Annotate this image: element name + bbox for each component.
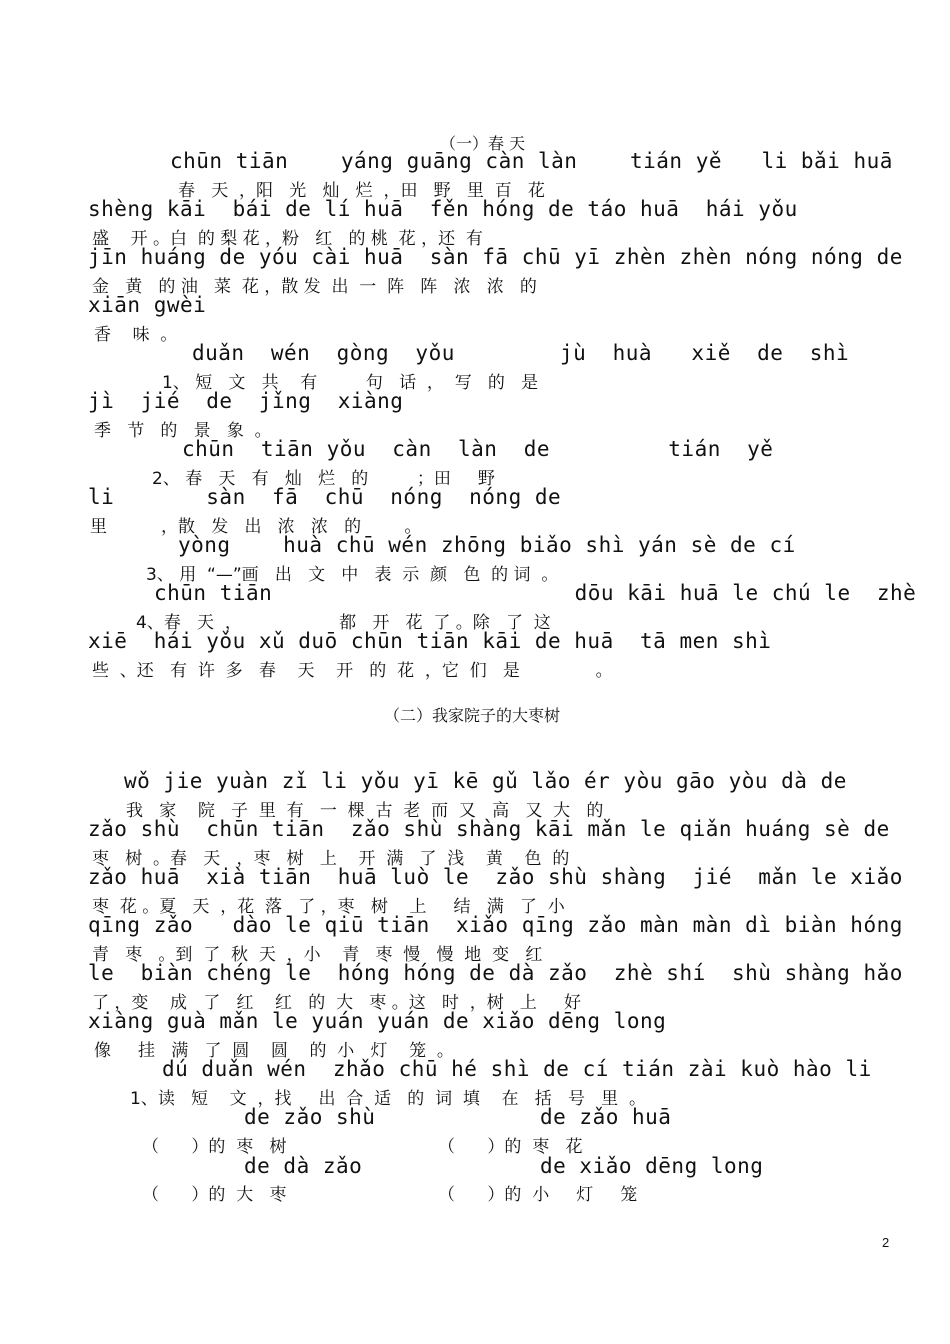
blank-pinyin: de zǎo huā (540, 1105, 672, 1129)
pinyin-line: chūn tiān yáng guāng càn làn tián yě li bǎi huā (170, 149, 893, 173)
pinyin-line: le biàn chéng le hóng hóng de dà zǎo zhè shí shù shàng hǎo (88, 961, 903, 985)
pinyin-line: zǎo shù chūn tiān zǎo shù shàng kāi mǎn le qiǎn huáng sè de (88, 817, 890, 841)
question-3: 3、 用 “—”画 出 文 中 表 示 颜 色 的 词 。 (146, 565, 559, 585)
hanzi-line: 枣 花 。夏 天 ，花 落 了 ，枣 树 上 结 满 了 小 (92, 897, 565, 917)
question-1: 1、读 短 文 ，找 出 合 适 的 词 填 在 括 号 里 。 (130, 1089, 646, 1109)
pinyin-line: xiān gwèi (88, 293, 207, 317)
pinyin-line: chūn tiān dōu kāi huā le chú le zhè (154, 581, 917, 605)
blank-item: （ ）的 小 灯 笼 (438, 1185, 638, 1205)
question-1: 1、 短 文 共 有 句 话 ， 写 的 是 (162, 373, 539, 393)
section-1-title: （一）春 天 (440, 134, 526, 153)
pinyin-line: zǎo huā xià tiān huā luò le zǎo shù shàng jié mǎn le xiǎo (88, 865, 903, 889)
blank-pinyin: de dà zǎo (244, 1154, 363, 1178)
page-number: 2 (882, 1235, 890, 1250)
blank-item: （ ）的 枣 花 (438, 1137, 583, 1157)
hanzi-line: 些 、还 有 许 多 春 天 开 的 花 ，它 们 是 。 (92, 661, 613, 681)
pinyin-line: xiē hái yǒu xǔ duō chūn tiān kāi de huā tā men shì (88, 629, 772, 653)
hanzi-line: 我 家 院 子 里 有 一 棵 古 老 而 又 高 又 大 的 (126, 801, 604, 821)
hanzi-line: 枣 树 。春 天 ，枣 树 上 开 满 了 浅 黄 色 的 (92, 849, 570, 869)
pinyin-line: xiàng guà mǎn le yuán yuán de xiǎo dēng long (88, 1009, 667, 1033)
hanzi-line: 里 ，散 发 出 浓 浓 的 。 (90, 517, 422, 537)
pinyin-line: jīn huáng de yóu cài huā sàn fā chū yī zhèn zhèn nóng nóng de (88, 245, 903, 269)
hanzi-line: 季 节 的 景 象 。 (94, 421, 272, 441)
pinyin-line: qīng zǎo dào le qiū tiān xiǎo qīng zǎo màn màn dì biàn hóng (88, 913, 903, 937)
blank-item: （ ）的 枣 树 (142, 1137, 287, 1157)
hanzi-line: 金 黄 的 油 菜 花 ，散 发 出 一 阵 阵 浓 浓 的 (92, 277, 537, 297)
question-2: 2、 春 天 有 灿 烂 的 ；田 野 (152, 469, 495, 489)
pinyin-line: chūn tiān yǒu càn làn de tián yě (182, 437, 774, 461)
pinyin-line: duǎn wén gòng yǒu jù huà xiě de shì (192, 341, 850, 365)
pinyin-line: dú duǎn wén zhǎo chū hé shì de cí tián zài kuò hào li (162, 1057, 872, 1081)
pinyin-line: wǒ jie yuàn zǐ li yǒu yī kē gǔ lǎo ér yòu gāo yòu dà de (124, 769, 847, 793)
blank-pinyin: de zǎo shù (244, 1105, 376, 1129)
blank-item: （ ）的 大 枣 (142, 1185, 287, 1205)
hanzi-line: 春 天 ，阳 光 灿 烂 ，田 野 里 百 花 (178, 181, 545, 201)
pinyin-line: yòng huà chū wén zhōng biǎo shì yán sè de cí (178, 533, 796, 557)
hanzi-line: 了 ，变 成 了 红 红 的 大 枣 。这 时 ，树 上 好 (92, 993, 581, 1013)
blank-pinyin: de xiǎo dēng long (540, 1154, 764, 1178)
question-4: 4、春 天 ， 都 开 花 了 。除 了 这 (136, 613, 551, 633)
pinyin-line: li sàn fā chū nóng nóng de (88, 485, 562, 509)
hanzi-line: 盛 开 。白 的 梨 花 ，粉 红 的 桃 花 ，还 有 (92, 229, 483, 249)
section-2-title: （二）我家院子的大枣树 (384, 706, 561, 725)
hanzi-line: 香 味 。 (94, 325, 178, 345)
hanzi-line: 青 枣 。到 了 秋 天 ，小 青 枣 慢 慢 地 变 红 (92, 945, 543, 965)
hanzi-line: 像 挂 满 了 圆 圆 的 小 灯 笼 。 (94, 1041, 454, 1061)
pinyin-line: jì jié de jǐng xiàng (88, 389, 404, 413)
pinyin-line: shèng kāi bái de lí huā fěn hóng de táo huā hái yǒu (88, 197, 798, 221)
